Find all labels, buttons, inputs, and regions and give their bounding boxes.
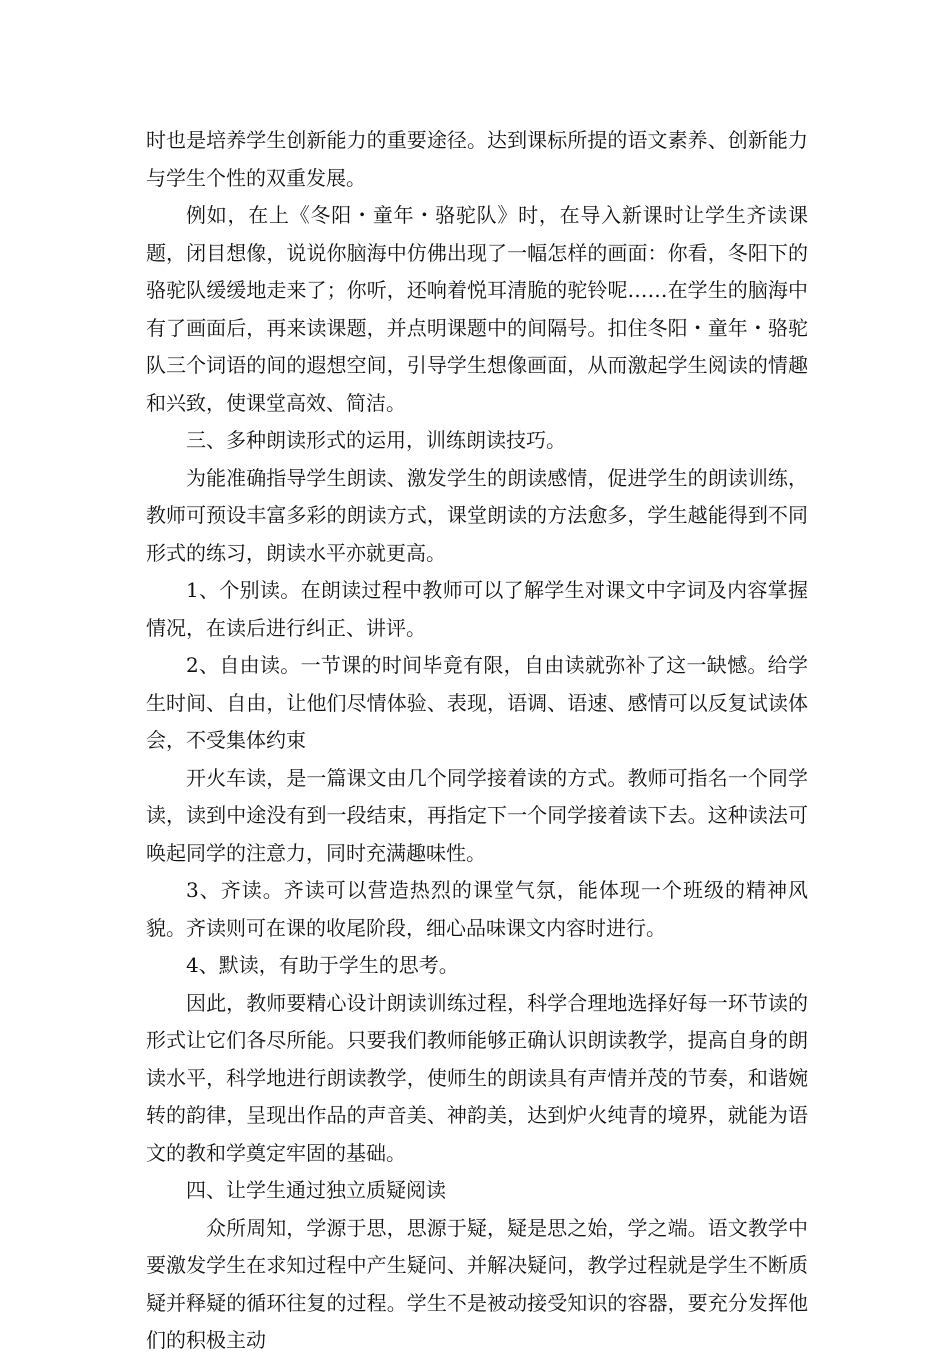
- list-item-individual-reading: 1、个别读。在朗读过程中教师可以了解学生对课文中字词及内容掌握情况，在读后进行纠正、讲评。: [146, 578, 808, 640]
- section-heading-4: 四、让学生通过独立质疑阅读: [186, 1178, 446, 1202]
- paragraph-questioning: 众所周知，学源于思，思源于疑，疑是思之始，学之端。语文教学中要激发学生在求知过程中产生疑问、并解决疑问，教学过程就是学生不断质疑并释疑的循环往复的过程。学生不是被动接受知识的容器，要充分发挥他们的积极主动: [146, 1215, 808, 1352]
- list-item-group-reading: 3、齐读。齐读可以营造热烈的课堂气氛，能体现一个班级的精神风貌。齐读则可在课的收尾阶段，细心品味课文内容时进行。: [146, 878, 808, 940]
- paragraph-train-reading: 开火车读，是一篇课文由几个同学接着读的方式。教师可指名一个同学读，读到中途没有到一段结束，再指定下一个同学接着读下去。这种读法可唤起同学的注意力，同时充满趣味性。: [146, 765, 808, 865]
- list-item-silent-reading: 4、默读，有助于学生的思考。: [186, 953, 459, 977]
- paragraph-example: 例如，在上《冬阳・童年・骆驼队》时，在导入新课时让学生齐读课题，闭目想像，说说你脑海中仿佛出现了一幅怎样的画面：你看，冬阳下的骆驼队缓缓地走来了；你听，还响着悦耳清脆的驼铃呢……在学生的脑海中有了画面后，再来读课题，并点明课题中的间隔号。扣住冬阳・童年・骆驼队三个词语的间的遐想空间，引导学生想像画面，从而激起学生阅读的情趣和兴致，使课堂高效、简洁。: [146, 203, 808, 415]
- body-text: [146, 122, 808, 1360]
- paragraph-conclusion: 因此，教师要精心设计朗读训练过程，科学合理地选择好每一环节读的形式让它们各尽所能。只要我们教师能够正确认识朗读教学，提高自身的朗读水平，科学地进行朗读教学，使师生的朗读具有声情并茂的节奏，和谐婉转的韵律，呈现出作品的声音美、神韵美，达到炉火纯青的境界，就能为语文的教和学奠定牢固的基础。: [146, 990, 808, 1165]
- section-heading-3: 三、多种朗读形式的运用，训练朗读技巧。: [186, 428, 566, 452]
- paragraph-reading-methods: 为能准确指导学生朗读、激发学生的朗读感情，促进学生的朗读训练，教师可预设丰富多彩的朗读方式，课堂朗读的方法愈多，学生越能得到不同形式的练习，朗读水平亦就更高。: [146, 465, 808, 565]
- list-item-free-reading: 2、自由读。一节课的时间毕竟有限，自由读就弥补了这一缺憾。给学生时间、自由，让他们尽情体验、表现，语调、语速、感情可以反复试读体会，不受集体约束: [146, 653, 808, 752]
- paragraph-continuation: 时也是培养学生创新能力的重要途径。达到课标所提的语文素养、创新能力与学生个性的双重发展。: [146, 128, 808, 190]
